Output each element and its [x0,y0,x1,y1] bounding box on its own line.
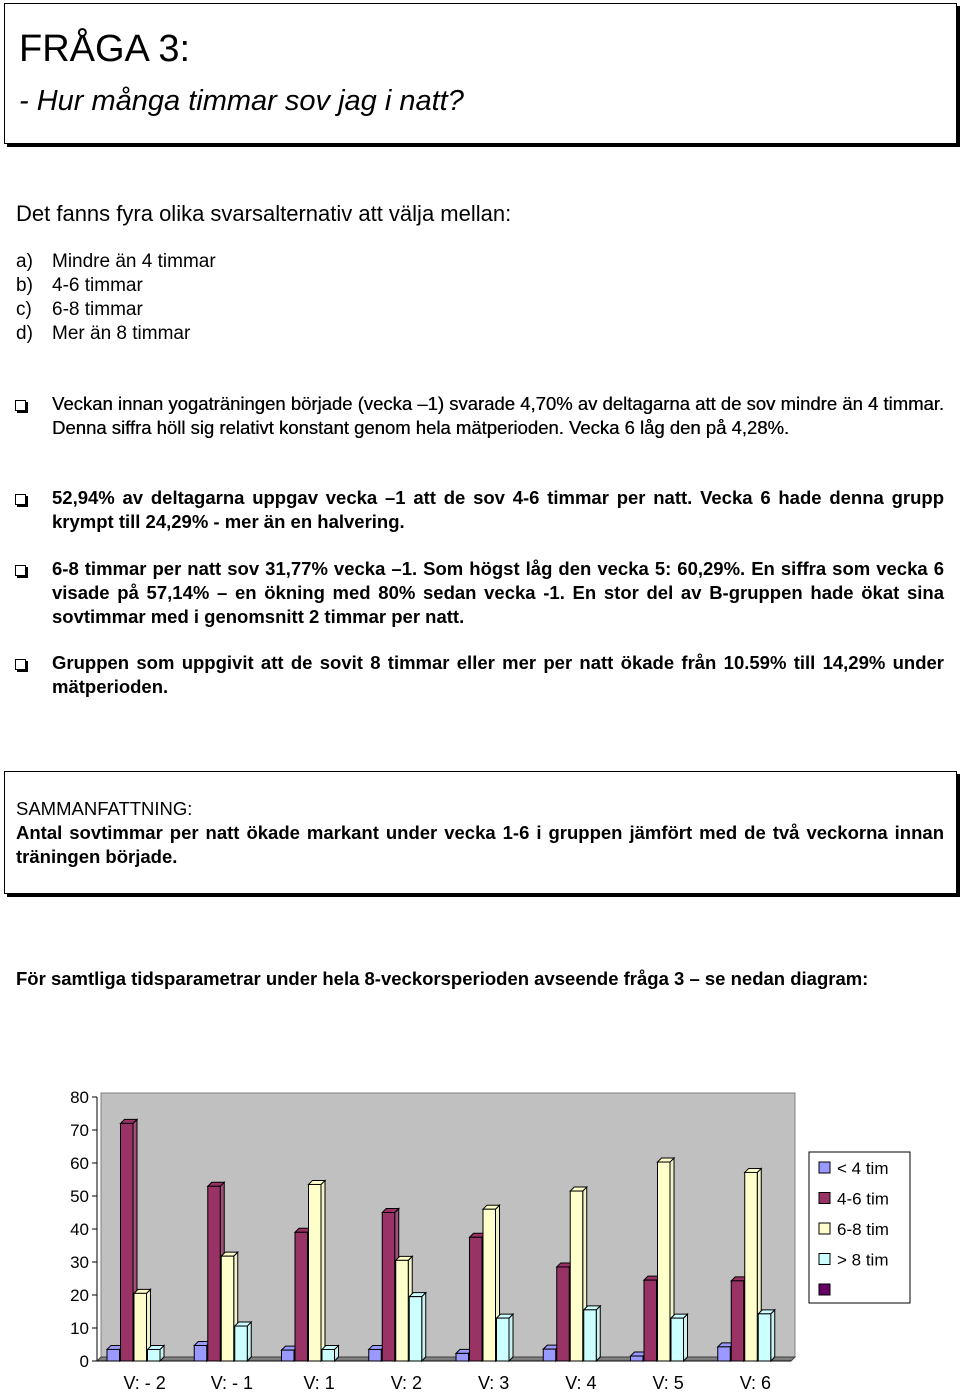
option-text: 6-8 timmar [52,299,143,320]
legend-label: 4-6 tim [837,1189,889,1209]
x-tick-label: V: 2 [390,1373,423,1393]
bar-side [422,1293,426,1361]
bar-side [596,1306,600,1361]
bullet-text: Gruppen som uppgivit att de sovit 8 timmar eller mer per natt ökade från 10.59% till 14,29% under mätperioden. [52,652,944,697]
y-tick-label: 70 [70,1121,89,1140]
x-tick-label: V: 1 [303,1373,335,1393]
legend-swatch [819,1254,830,1265]
x-tick-label: V: - 1 [210,1373,254,1393]
option-b [16,274,216,298]
bar [483,1209,496,1361]
bar [235,1326,248,1361]
bar [570,1191,583,1361]
bar [658,1162,671,1361]
bar-side [509,1314,513,1361]
page-subtitle: - Hur många timmar sov jag i natt? [19,85,464,117]
legend-swatch [819,1223,830,1234]
option-text: Mindre än 4 timmar [52,251,216,272]
bar [369,1349,382,1361]
page-title: FRÅGA 3: [19,28,191,70]
bar [322,1349,335,1361]
y-tick-label: 20 [70,1286,89,1305]
summary-box [4,771,957,894]
bar-side [684,1314,688,1361]
legend-label: < 4 tim [837,1159,889,1178]
option-letter: a) [16,251,33,272]
x-tick-label: V: 5 [652,1373,684,1393]
bar [671,1318,684,1361]
y-tick-label: 0 [79,1352,89,1371]
bar [134,1293,147,1361]
bullet-text: Veckan innan yogaträningen började (vecka –1) svarade 4,70% av deltagarna att de sov mindre än 4 timmar. Denna siffra höll sig relativt konstant genom hela mätperioden. Vecka 6 låg den på 4,28%. [52,393,944,438]
bar [282,1350,295,1361]
bar [731,1281,744,1361]
bar [409,1297,422,1361]
bar [557,1267,570,1361]
option-text: 4-6 timmar [52,275,143,296]
bar [456,1353,469,1361]
bar [470,1237,483,1361]
legend-label: 6-8 tim [837,1220,889,1239]
bar [148,1349,161,1361]
bar [644,1280,657,1361]
y-tick-label: 10 [70,1319,89,1338]
bar [221,1256,234,1361]
y-tick-label: 50 [70,1187,89,1206]
option-c [16,298,216,322]
title-box [4,3,957,144]
intro-text: Det fanns fyra olika svarsalternativ att välja mellan: [16,201,512,226]
bar [758,1314,771,1361]
bar [543,1349,556,1361]
options-list [16,250,216,346]
summary-body: Antal sovtimmar per natt ökade markant under vecka 1-6 i gruppen jämfört med de två veckorna innan träningen började. [16,822,944,867]
checkbox-bullet-icon [15,400,26,411]
bar [584,1310,597,1361]
bar [497,1318,510,1361]
y-tick-label: 30 [70,1253,89,1272]
x-tick-label: V: 3 [477,1373,510,1393]
bar [208,1186,221,1361]
bar [382,1213,395,1362]
checkbox-bullet-icon [15,494,26,505]
bar [107,1349,120,1361]
summary-heading: SAMMANFATTNING: [16,798,193,819]
legend-swatch [819,1162,830,1173]
bar [194,1345,207,1361]
option-letter: c) [16,299,32,320]
y-tick-label: 80 [70,1088,89,1107]
bar [745,1172,758,1361]
legend-swatch [819,1193,830,1204]
chart-intro-text: För samtliga tidsparametrar under hela 8-veckorsperioden avseende fråga 3 – se nedan diagram: [16,968,869,989]
bar [295,1232,308,1361]
bar-side [771,1310,775,1361]
bar [718,1347,731,1361]
x-tick-label: V: 4 [565,1373,597,1393]
option-letter: b) [16,275,33,296]
legend-swatch [819,1284,830,1295]
bullet-text: 6-8 timmar per natt sov 31,77% vecka –1. Som högst låg den vecka 5: 60,29%. En siffra som vecka 6 visade på 57,14% – en ökning med 80% sedan vecka -1. En stor del av B-gruppen hade ökat sina sovtimmar med i genomsnitt 2 timmar per natt. [52,558,944,627]
x-tick-label: V: - 2 [123,1373,166,1393]
checkbox-bullet-icon [15,565,26,576]
bar [121,1123,134,1361]
legend-label: > 8 tim [837,1250,889,1270]
option-letter: d) [16,323,33,344]
plot-area [101,1093,795,1357]
bullet-text: 52,94% av deltagarna uppgav vecka –1 att de sov 4-6 timmar per natt. Vecka 6 hade denna grupp krympt till 24,29% - mer än en halvering. [52,487,944,532]
option-a [16,250,216,274]
y-tick-label: 60 [70,1154,89,1173]
option-text: Mer än 8 timmar [52,323,191,344]
bar [309,1184,322,1361]
bar [631,1356,644,1361]
y-tick-label: 40 [70,1220,89,1239]
option-d [16,322,216,346]
bar-side [247,1322,251,1361]
x-tick-label: V: 6 [739,1373,772,1393]
checkbox-bullet-icon [15,659,26,670]
bar-chart [0,1075,960,1393]
bar-side [321,1180,325,1361]
bar [396,1260,409,1361]
